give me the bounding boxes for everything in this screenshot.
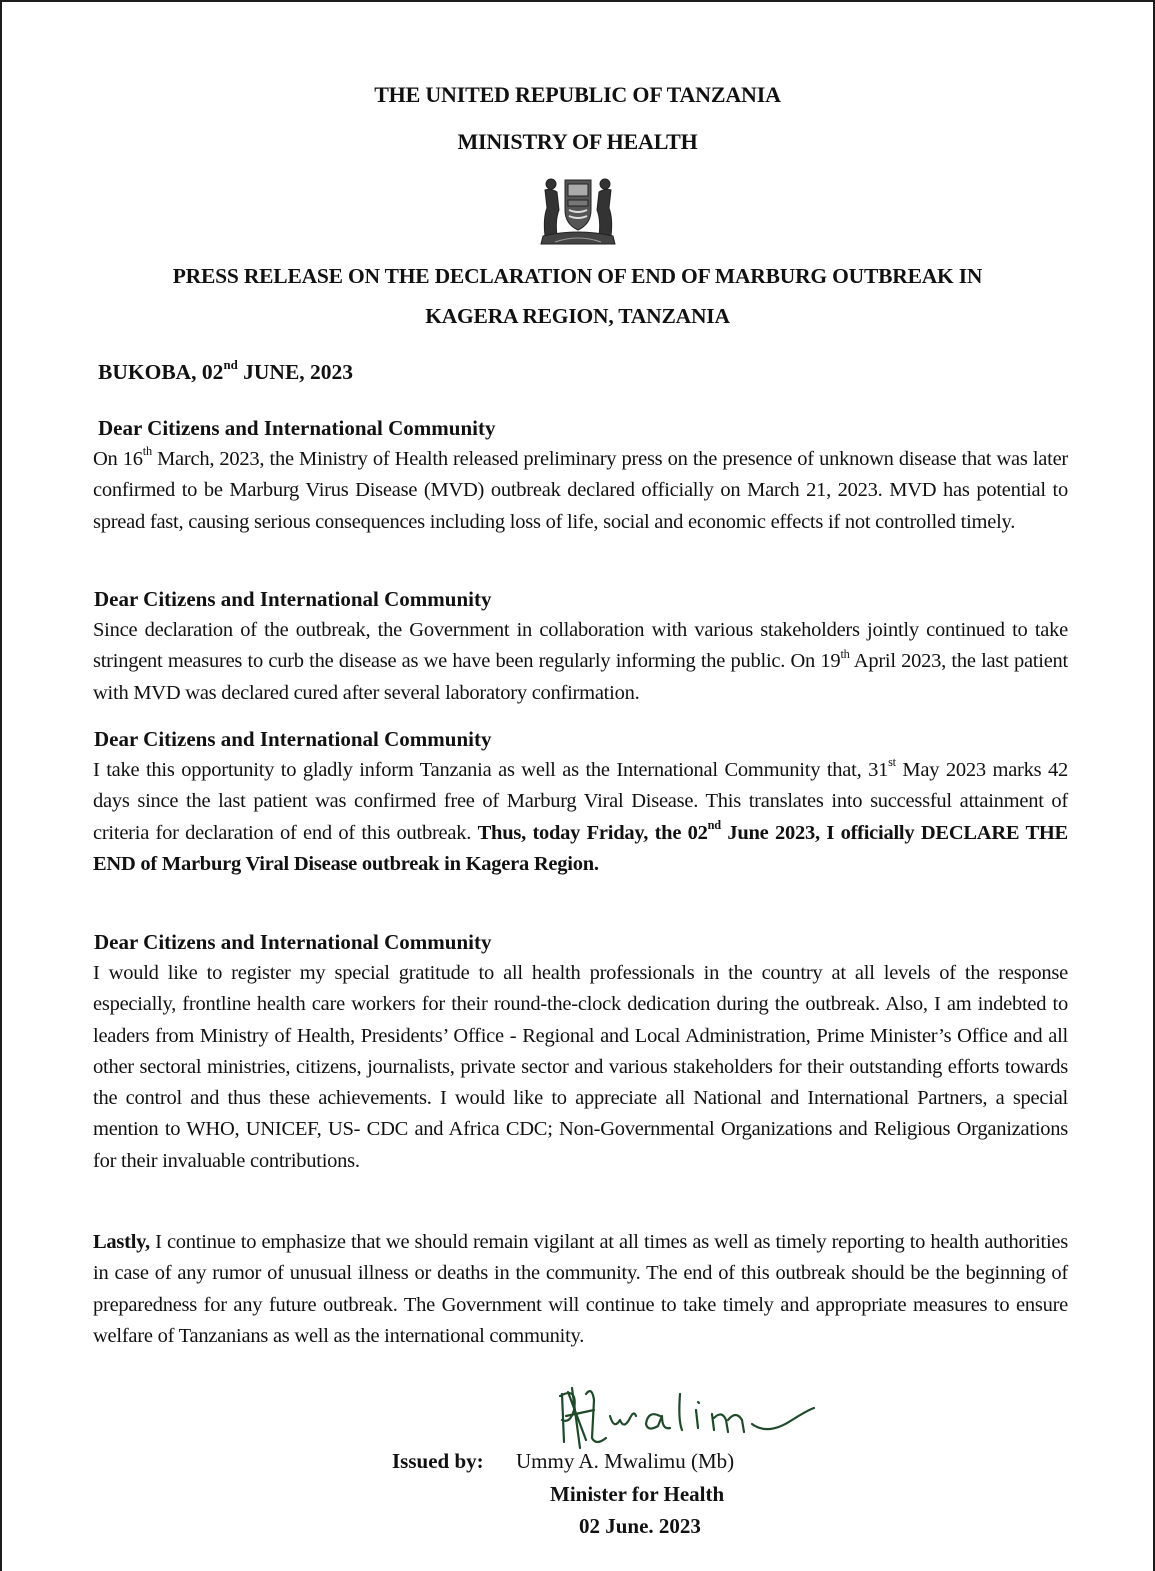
p1-text-b: March, 2023, the Ministry of Health released preliminary press on the presence of unknown disease that was later confirmed to be Marburg Virus Disease (MVD) outbreak declared officially on March 21, 2023. MVD has potential to spread fast, causing serious consequences including loss of life, social and economic effects if not controlled timely. — [93, 448, 1068, 533]
p5-body: I continue to emphasize that we should remain vigilant at all times as well as timely reporting to health authorities in case of any rumor of unusual illness or deaths in the community. The end of this outbreak should be the beginning of preparedness for any future outbreak. The Government will continue to take timely and appropriate measures to ensure welfare of Tanzanians as well as the international community. — [93, 1231, 1068, 1347]
dateline-suffix: nd — [223, 357, 238, 372]
paragraph-1 — [93, 444, 1068, 538]
paragraph-4: I would like to register my special gratitude to all health professionals in the country at all levels of the response especially, frontline health care workers for their round-the-clock dedication during the outbreak. Also, I am indebted to leaders from Ministry of Health, Presidents’ Office - Regional and Local Administration, Prime Minister’s Office and all other sectoral ministries, citizens, journalists, private sector and various stakeholders for their outstanding efforts towards the control and thus these achievements. I would like to appreciate all National and International Partners, a special mention to WHO, UNICEF, US- CDC and Africa CDC; Non-Governmental Organizations and Religious Organizations for their invaluable contributions. — [93, 962, 1068, 1172]
salutation-4: Dear Citizens and International Community — [94, 930, 492, 954]
salutation-1: Dear Citizens and International Community — [98, 416, 496, 440]
p2-text-a: Since declaration of the outbreak, the Government in collaboration with various stakeholders jointly continued to take stringent measures to curb the disease as we have been regularly informing the public. On 19 — [93, 619, 1068, 673]
press-release-title-line2: KAGERA REGION, TANZANIA — [425, 304, 730, 328]
issuer-title: Minister for Health — [550, 1482, 725, 1506]
paragraph-2 — [93, 615, 1068, 709]
country-heading: THE UNITED REPUBLIC OF TANZANIA — [374, 82, 781, 107]
press-release-page — [2, 2, 1153, 1571]
p3-sup: st — [888, 755, 896, 770]
issued-by-label: Issued by: — [392, 1449, 484, 1473]
declaration-sup: nd — [707, 817, 721, 832]
salutation-3: Dear Citizens and International Community — [94, 727, 492, 751]
dateline-rest: JUNE, 2023 — [237, 360, 354, 384]
signature-icon — [552, 1380, 852, 1452]
press-release-title-line1: PRESS RELEASE ON THE DECLARATION OF END OF MARBURG OUTBREAK IN — [172, 264, 983, 288]
salutation-2: Dear Citizens and International Community — [94, 587, 492, 611]
p2-text-b: April 2023, the last patient with MVD was declared cured after several laboratory confirmation. — [93, 650, 1068, 704]
p2-sup: th — [840, 646, 850, 661]
p3-text-a: I take this opportunity to gladly inform Tanzania as well as the International Community that, 31 — [93, 759, 889, 781]
paragraph-5 — [93, 1227, 1068, 1352]
issue-date: 02 June. 2023 — [579, 1514, 701, 1538]
p1-sup: th — [142, 444, 152, 459]
p1-text-a: On 16 — [93, 448, 143, 470]
p3-text-b: May 2023 marks 42 days since the last patient was confirmed free of Marburg Viral Disease. This translates into successful attainment of criteria for declaration of end of this outbreak. — [93, 759, 1068, 844]
p5-lead: Lastly, — [93, 1231, 150, 1253]
paragraph-3 — [93, 755, 1068, 880]
issuer-name: Ummy A. Mwalimu (Mb) — [516, 1449, 735, 1473]
declaration-text-a: Thus, today Friday, the 02 — [477, 821, 708, 844]
coat-of-arms-icon — [535, 170, 621, 248]
ministry-heading: MINISTRY OF HEALTH — [457, 129, 698, 154]
dateline — [98, 357, 354, 385]
declaration-text-b: June 2023, I officially DECLARE THE END of Marburg Viral Disease outbreak in Kagera Region. — [93, 821, 1068, 875]
dateline-place: BUKOBA, 02 — [98, 360, 224, 384]
